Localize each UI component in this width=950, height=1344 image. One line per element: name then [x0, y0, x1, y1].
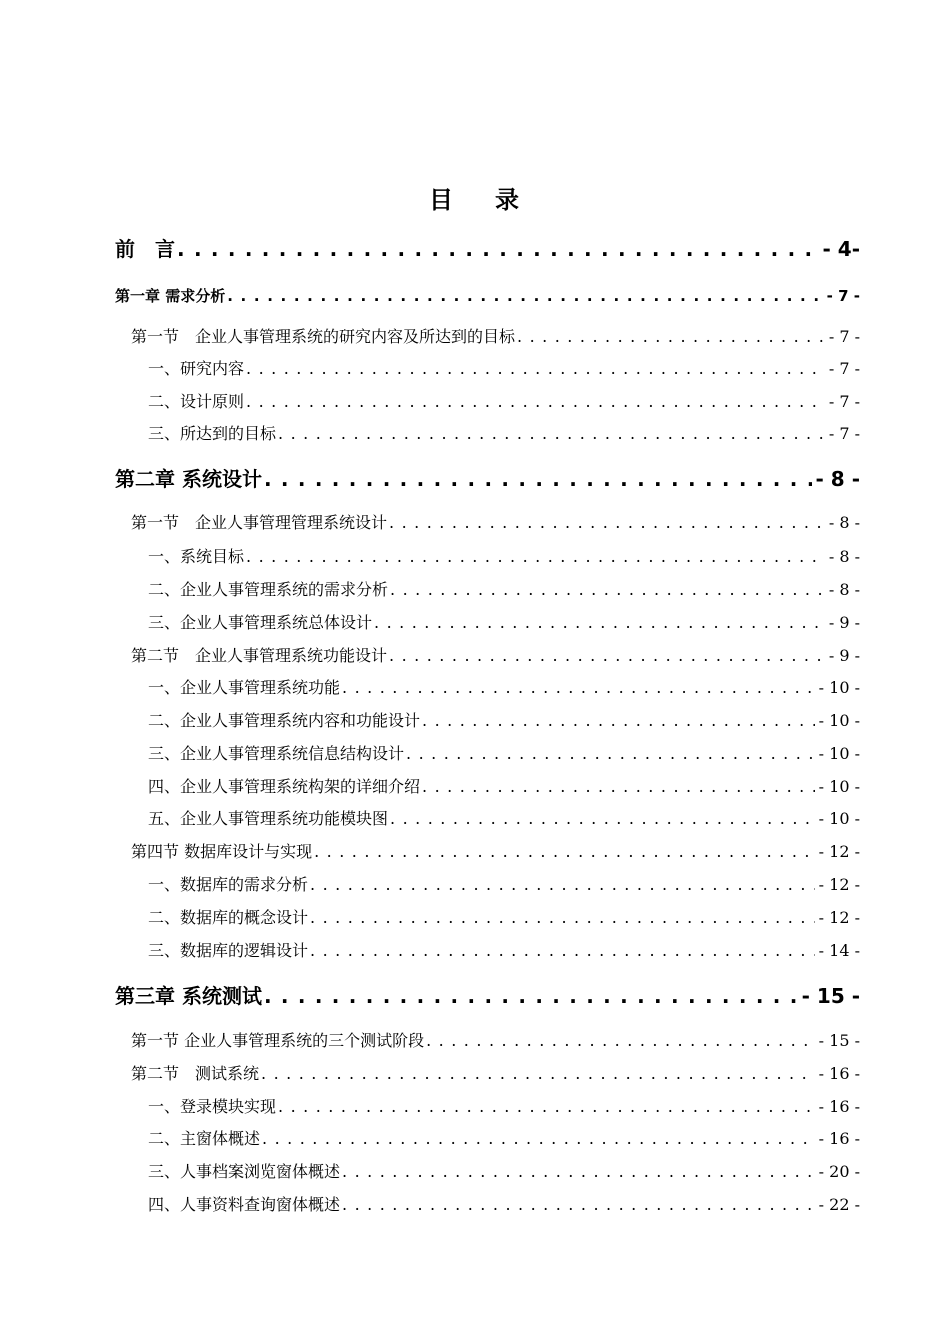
- toc-entry[interactable]: [0, 236, 950, 262]
- toc-leader-dots: [246, 356, 825, 382]
- toc-entry[interactable]: [0, 389, 950, 415]
- toc-entry-label: 第二节 测试系统: [131, 1064, 260, 1083]
- toc-entry[interactable]: [0, 741, 950, 767]
- toc-entry-page: - 9 -: [828, 613, 860, 632]
- toc-entry[interactable]: [0, 905, 950, 931]
- toc-leader-dots: [310, 938, 815, 964]
- toc-entry[interactable]: [0, 872, 950, 898]
- toc-entry[interactable]: [0, 421, 950, 447]
- toc-entry-label: 第二章 系统设计: [115, 467, 262, 491]
- toc-leader-dots: [389, 510, 825, 536]
- toc-entry[interactable]: [0, 283, 950, 309]
- toc-entry-label: 第一节 企业人事管理系统的三个测试阶段: [131, 1031, 425, 1050]
- toc-entry-page: - 7 -: [826, 287, 860, 305]
- toc-entry[interactable]: [0, 806, 950, 832]
- toc-entry[interactable]: [0, 466, 950, 492]
- toc-entry-page: - 10 -: [818, 711, 860, 730]
- toc-leader-dots: [406, 741, 815, 767]
- toc-entry-page: - 20 -: [818, 1162, 860, 1181]
- toc-leader-dots: [342, 1159, 815, 1185]
- toc-entry-label: 三、企业人事管理系统总体设计: [148, 613, 373, 632]
- toc-entry-page: - 10 -: [818, 809, 860, 828]
- toc-entry-page: - 10 -: [818, 678, 860, 697]
- toc-leader-dots: [262, 1126, 815, 1152]
- toc-entry-page: - 10 -: [818, 777, 860, 796]
- toc-entry[interactable]: [0, 324, 950, 350]
- toc-entry-label: 三、人事档案浏览窗体概述: [148, 1162, 341, 1181]
- toc-entry-page: - 15 -: [801, 984, 860, 1008]
- toc-entry-label: 一、企业人事管理系统功能: [148, 678, 341, 697]
- toc-entry-label: 一、研究内容: [148, 359, 245, 378]
- toc-entry-label: 三、所达到的目标: [148, 424, 277, 443]
- toc-entry[interactable]: [0, 510, 950, 536]
- toc-entry-page: - 8 -: [815, 467, 860, 491]
- toc-entry-label: 第三章 系统测试: [115, 984, 262, 1008]
- toc-entry-label: 第一节 企业人事管理系统的研究内容及所达到的目标: [131, 327, 516, 346]
- toc-entry[interactable]: [0, 1126, 950, 1152]
- toc-leader-dots: [314, 839, 815, 865]
- toc-entry-page: - 7 -: [828, 359, 860, 378]
- toc-leader-dots: [261, 1061, 815, 1087]
- toc-entry[interactable]: [0, 675, 950, 701]
- toc-entry-label: 二、企业人事管理系统内容和功能设计: [148, 711, 421, 730]
- toc-entry-label: 二、设计原则: [148, 392, 245, 411]
- toc-leader-dots: [374, 610, 825, 636]
- toc-entry[interactable]: [0, 983, 950, 1009]
- toc-leader-dots: [310, 872, 815, 898]
- toc-leader-dots: [177, 236, 819, 262]
- toc-entry-label: 二、数据库的概念设计: [148, 908, 309, 927]
- toc-leader-dots: [264, 983, 798, 1009]
- toc-title-part1: 目: [429, 186, 455, 214]
- toc-leader-dots: [278, 421, 825, 447]
- toc-entry[interactable]: [0, 356, 950, 382]
- toc-leader-dots: [342, 675, 815, 701]
- toc-entry[interactable]: [0, 544, 950, 570]
- toc-entry-page: - 15 -: [818, 1031, 860, 1050]
- toc-entry[interactable]: [0, 1061, 950, 1087]
- toc-leader-dots: [389, 643, 825, 669]
- toc-leader-dots: [422, 774, 815, 800]
- toc-entry-label: 一、登录模块实现: [148, 1097, 277, 1116]
- toc-entry-page: - 7 -: [828, 392, 860, 411]
- toc-leader-dots: [310, 905, 815, 931]
- toc-entry-page: - 8 -: [828, 547, 860, 566]
- toc-entry[interactable]: [0, 839, 950, 865]
- toc-entry-page: - 14 -: [818, 941, 860, 960]
- toc-entry-page: - 16 -: [818, 1064, 860, 1083]
- toc-leader-dots: [264, 466, 812, 492]
- toc-entry-label: 第一节 企业人事管理管理系统设计: [131, 513, 388, 532]
- toc-entry-page: - 7 -: [828, 327, 860, 346]
- toc-entry-page: - 9 -: [828, 646, 860, 665]
- toc-entry-label: 第四节 数据库设计与实现: [131, 842, 313, 861]
- toc-leader-dots: [342, 1192, 815, 1218]
- toc-entry-label: 三、企业人事管理系统信息结构设计: [148, 744, 405, 763]
- toc-leader-dots: [426, 1028, 815, 1054]
- toc-entry-label: 四、企业人事管理系统构架的详细介绍: [148, 777, 421, 796]
- toc-entry-page: - 8 -: [828, 513, 860, 532]
- toc-entry-page: - 12 -: [818, 875, 860, 894]
- toc-entry-label: 四、人事资料查询窗体概述: [148, 1195, 341, 1214]
- toc-title: [0, 180, 950, 215]
- toc-entry-page: - 22 -: [818, 1195, 860, 1214]
- toc-entry[interactable]: [0, 938, 950, 964]
- toc-entry[interactable]: [0, 774, 950, 800]
- toc-leader-dots: [246, 544, 825, 570]
- toc-entry[interactable]: [0, 610, 950, 636]
- toc-entry[interactable]: [0, 1028, 950, 1054]
- toc-entry-page: - 16 -: [818, 1097, 860, 1116]
- toc-entry-label: 二、主窗体概述: [148, 1129, 261, 1148]
- toc-entry-label: 第一章 需求分析: [115, 287, 226, 305]
- toc-entry-label: 前 言: [115, 237, 175, 261]
- toc-leader-dots: [278, 1094, 815, 1120]
- toc-entry[interactable]: [0, 1192, 950, 1218]
- toc-entry-label: 三、数据库的逻辑设计: [148, 941, 309, 960]
- toc-title-part2: 录: [495, 186, 521, 214]
- toc-entry-label: 二、企业人事管理系统的需求分析: [148, 580, 389, 599]
- toc-entry[interactable]: [0, 1094, 950, 1120]
- toc-leader-dots: [390, 806, 815, 832]
- toc-leader-dots: [246, 389, 825, 415]
- toc-entry[interactable]: [0, 1159, 950, 1185]
- toc-entry[interactable]: [0, 577, 950, 603]
- toc-entry-page: - 4-: [822, 237, 860, 261]
- toc-entry-label: 第二节 企业人事管理系统功能设计: [131, 646, 388, 665]
- toc-entry-page: - 12 -: [818, 908, 860, 927]
- toc-entry-page: - 16 -: [818, 1129, 860, 1148]
- toc-leader-dots: [227, 283, 822, 309]
- toc-entry-page: - 7 -: [828, 424, 860, 443]
- toc-entry[interactable]: [0, 643, 950, 669]
- toc-entry-label: 一、数据库的需求分析: [148, 875, 309, 894]
- toc-entry-page: - 10 -: [818, 744, 860, 763]
- toc-entry-page: - 12 -: [818, 842, 860, 861]
- toc-leader-dots: [422, 708, 815, 734]
- toc-leader-dots: [517, 324, 825, 350]
- toc-entry[interactable]: [0, 708, 950, 734]
- toc-entry-page: - 8 -: [828, 580, 860, 599]
- toc-entry-label: 五、企业人事管理系统功能模块图: [148, 809, 389, 828]
- toc-leader-dots: [390, 577, 825, 603]
- toc-entry-label: 一、系统目标: [148, 547, 245, 566]
